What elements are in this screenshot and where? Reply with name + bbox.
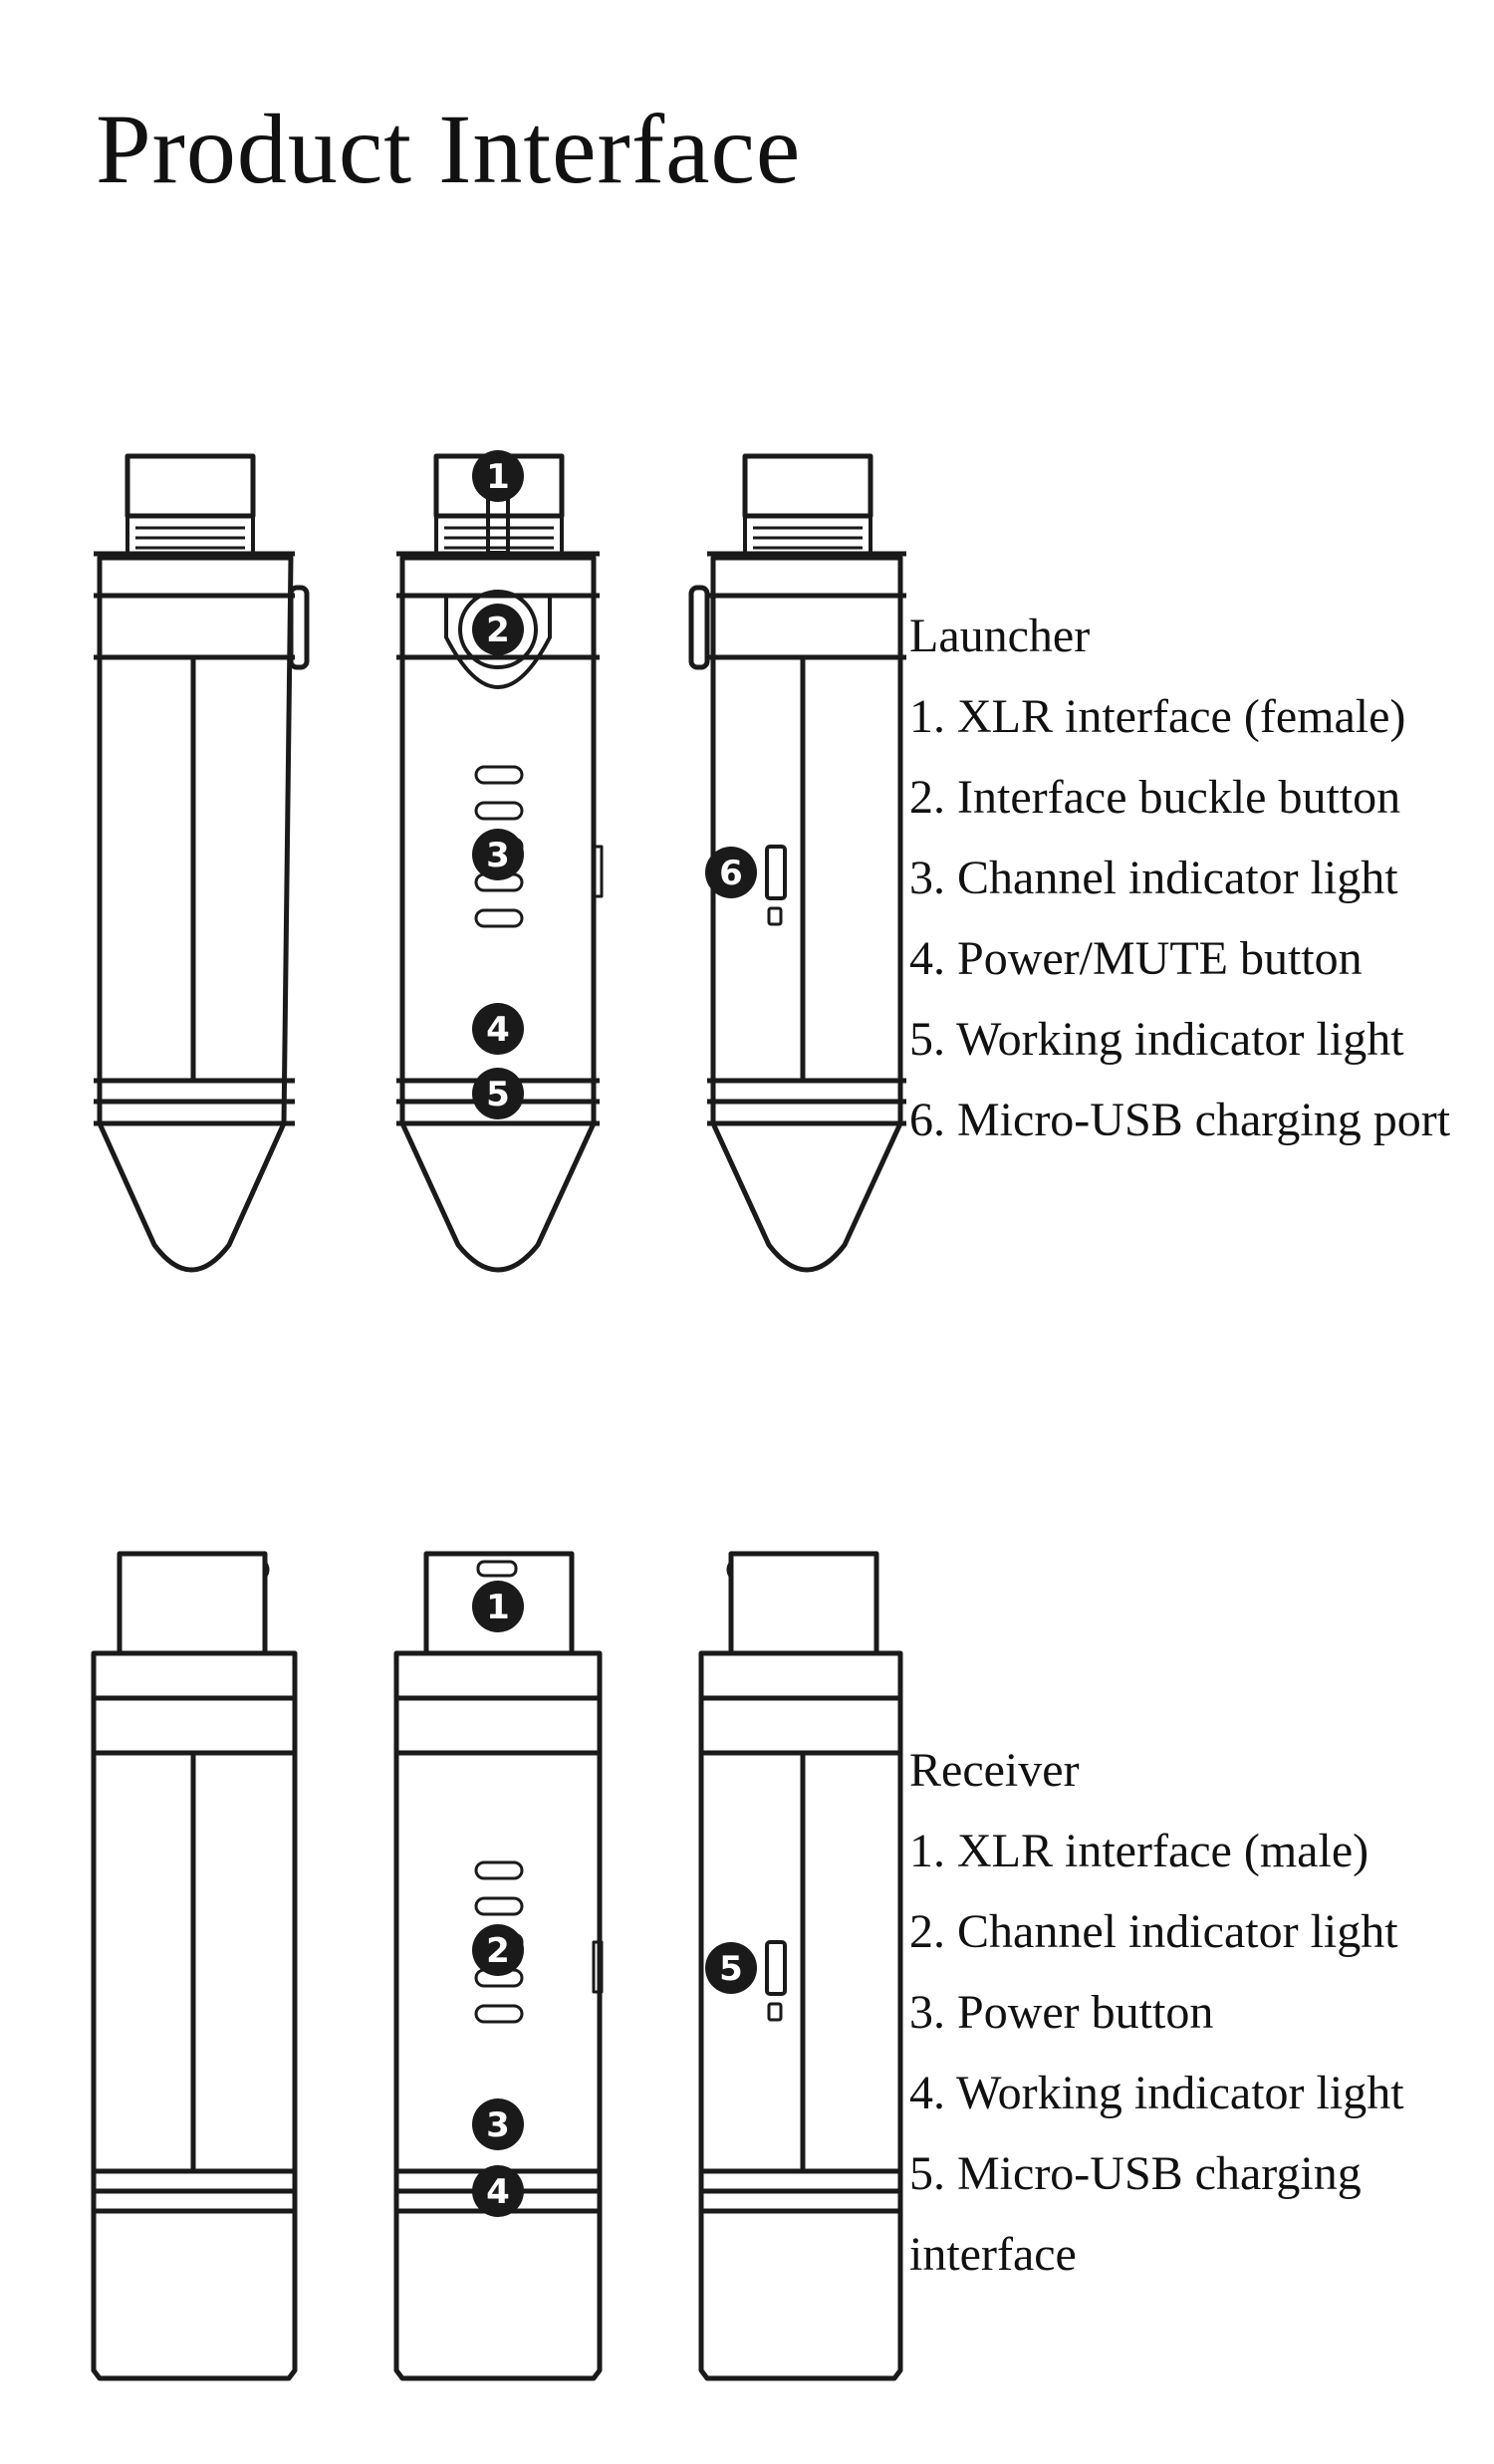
receiver-item-1: 1. XLR interface (male) — [909, 1825, 1370, 1877]
receiver-item-5-cont: interface — [909, 2228, 1077, 2281]
receiver-callout-5: 5 — [719, 1949, 743, 1989]
launcher-side-view-left — [94, 456, 307, 1270]
receiver-callout-1: 1 — [486, 1588, 510, 1627]
launcher-item-4: 4. Power/MUTE button — [909, 932, 1363, 985]
launcher-callout-4: 4 — [486, 1010, 510, 1050]
receiver-callout-4: 4 — [486, 2172, 510, 2212]
launcher-heading: Launcher — [909, 610, 1091, 662]
receiver-callout-3: 3 — [486, 2105, 510, 2145]
launcher-callout-5: 5 — [486, 1075, 510, 1114]
launcher-item-5: 5. Working indicator light — [909, 1013, 1404, 1066]
receiver-item-4: 4. Working indicator light — [909, 2067, 1404, 2119]
receiver-legend — [909, 1730, 1404, 2295]
receiver-item-3: 3. Power button — [909, 1986, 1214, 2039]
launcher-item-2: 2. Interface buckle button — [909, 771, 1401, 824]
receiver-item-2: 2. Channel indicator light — [909, 1905, 1398, 1958]
receiver-item-5: 5. Micro-USB charging — [909, 2147, 1362, 2200]
launcher-item-6: 6. Micro-USB charging port — [909, 1094, 1451, 1146]
launcher-callout-1: 1 — [486, 457, 510, 497]
receiver-heading: Receiver — [909, 1744, 1080, 1797]
launcher-callout-2: 2 — [486, 611, 510, 650]
launcher-item-1: 1. XLR interface (female) — [909, 690, 1406, 743]
launcher-callout-3: 3 — [486, 836, 510, 875]
launcher-callout-6: 6 — [719, 854, 743, 893]
receiver-side-view-left — [94, 1554, 295, 2378]
launcher-item-3: 3. Channel indicator light — [909, 852, 1398, 904]
launcher-legend — [909, 596, 1450, 1160]
receiver-callout-2: 2 — [486, 1931, 510, 1971]
page-title: Product Interface — [96, 94, 802, 204]
